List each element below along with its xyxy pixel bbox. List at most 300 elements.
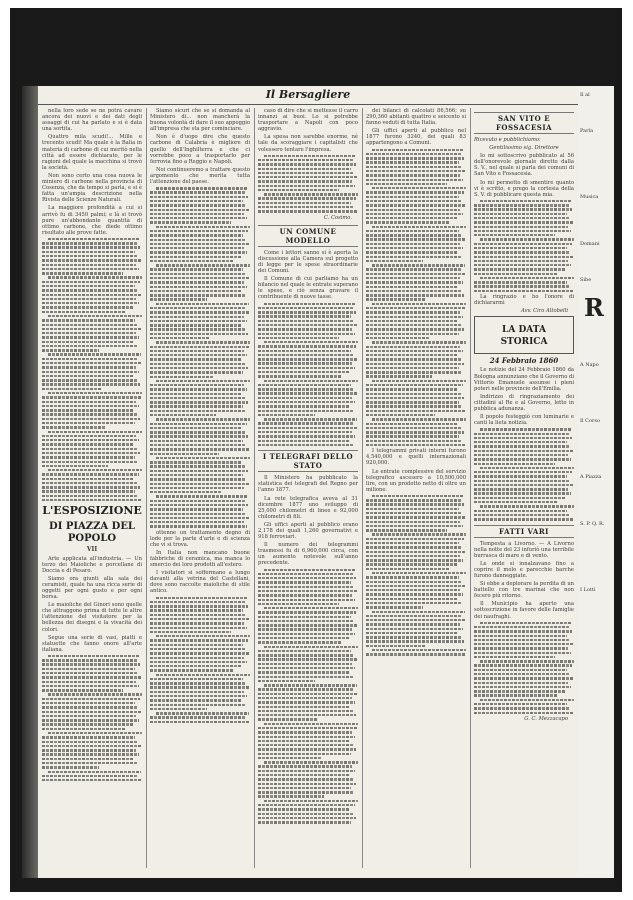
text-line: [258, 176, 357, 178]
text-line: [42, 268, 139, 270]
paragraph: Il numero dei telegrammi trasmessi fu di 6,960,000 circa, con un aumento notevole sull'anno precedente.: [258, 542, 358, 567]
text-line: [258, 727, 357, 729]
text-line: [258, 744, 353, 746]
text-line: [150, 393, 242, 395]
text-line: [42, 345, 137, 347]
text-line: [42, 490, 135, 492]
text-line: [366, 311, 460, 313]
text-line: [264, 569, 356, 571]
text-line: [474, 686, 571, 688]
text-line: [42, 478, 134, 480]
text-line: [156, 418, 250, 420]
text-line: [366, 529, 447, 531]
text-line: [150, 470, 248, 472]
text-line: [480, 505, 574, 507]
text-line: [42, 251, 135, 253]
text-line: [480, 238, 574, 240]
paragraph: Quattro mila scudi!... Mille e trecento scudi! Ma quale è la Balia in materia di carbone di cui meritò nella città ad essere dichiarato, per le ragioni del quale la macchina si trovò la società.: [42, 134, 142, 171]
text-line: [366, 405, 462, 407]
text-line: [42, 341, 134, 343]
text-line: [42, 332, 136, 334]
text-line: [150, 324, 242, 326]
text-line: [48, 238, 140, 240]
text-line: [150, 388, 247, 390]
section-title-fatti-vari: FATTI VARI: [474, 525, 574, 538]
text-line: [258, 397, 352, 399]
text-line: [480, 428, 572, 430]
text-line: [150, 251, 247, 253]
history-date: 24 Febbraio 1860: [489, 356, 559, 366]
text-line: [474, 247, 567, 249]
text-line: [366, 277, 460, 279]
text-line: [42, 668, 135, 670]
paragraph: Siamo sicuri che se si domanda al Ministero di... non mancherà la buona volontà di dare il suo appoggio all'impresa che sta per cominciare.: [150, 108, 250, 133]
text-line: [474, 514, 570, 516]
text-line: [474, 694, 558, 696]
text-line: [42, 448, 137, 450]
text-line: [42, 371, 139, 373]
text-line: [366, 247, 463, 249]
column-1: [42, 108, 142, 868]
paragraph: Il Ministero ha pubblicato la statistica dei telegrafi del Regno per l'anno 1877.: [258, 475, 358, 494]
text-line: [258, 663, 352, 665]
text-line: [150, 371, 243, 373]
text-line: [48, 732, 142, 734]
text-line: [150, 622, 244, 624]
text-line: [366, 538, 464, 540]
strip-big-letter: R: [584, 293, 604, 323]
text-line: [366, 628, 463, 630]
text-line: [258, 813, 353, 815]
text-line: [258, 197, 356, 199]
text-line: [258, 757, 321, 759]
text-line: [366, 499, 461, 501]
text-line: [42, 495, 138, 497]
text-line: [474, 652, 571, 654]
text-line: [258, 590, 357, 592]
paragraph: Non è d'uopo dire che questo carbone di Calabria è migliore di quello dell'Inghilterra e che ci vorrebbe poco a trasportarlo per ferrovia fino a Reggio e Napoli.: [150, 134, 250, 165]
section-title-telegrafi: I TELEGRAFI DELLO STATO: [258, 450, 358, 472]
text-line: [42, 255, 138, 257]
text-line: [258, 765, 352, 767]
text-line: [150, 239, 246, 241]
text-line: [366, 307, 465, 309]
text-line: [258, 718, 318, 720]
text-filler: [474, 428, 574, 520]
paragraph: La rete telegrafica aveva al 31 dicembre 1877 uno sviluppo di 25,000 chilometri di linee e 92,000 chilometri di fili.: [258, 495, 358, 520]
text-line: [264, 380, 358, 382]
text-line: [42, 775, 138, 777]
strip-fragment: Musica: [580, 194, 599, 201]
text-line: [156, 495, 248, 497]
text-line: [42, 388, 102, 390]
text-line: [474, 234, 555, 236]
text-line: [150, 704, 245, 706]
text-line: [150, 281, 244, 283]
text-line: [366, 512, 462, 514]
text-line: [42, 328, 141, 330]
strip-fragment: Il al: [580, 92, 590, 98]
text-line: [480, 277, 574, 279]
text-line: [366, 196, 459, 198]
text-line: [42, 659, 137, 661]
text-line: [150, 669, 234, 671]
text-line: [258, 422, 354, 424]
text-line: [150, 601, 245, 603]
text-line: [258, 375, 342, 377]
text-line: [474, 217, 570, 219]
text-line: [42, 723, 134, 725]
paragraph: Segue una serie di vasi, piatti e statuette che fanno onore all'arte italiana.: [42, 634, 142, 653]
text-line: [150, 209, 249, 211]
paragraph: Come i lettori sanno si è aperta la discussione alla Camera sul progetto di legge per le spese straordinarie dei Comuni.: [258, 249, 358, 275]
text-filler: [258, 303, 358, 447]
column-rule: [254, 108, 255, 868]
paragraph: nella loro sede se ne potrà cavare ancora dei nuovi e dei dati degli assaggi di cui ha parlato e si è data una sortita.: [42, 108, 142, 133]
text-line: [150, 217, 247, 219]
text-line: [42, 486, 140, 488]
text-line: [366, 632, 458, 634]
text-line: [156, 674, 250, 676]
paragraph: Tempesta a Livorno. — A Livorno nella notte del 23 infuriò una terribile burrasca di mare e di vento.: [474, 540, 574, 559]
text-line: [258, 320, 354, 322]
text-line: [42, 413, 137, 415]
text-line: [366, 200, 462, 202]
text-line: [150, 354, 247, 356]
text-line: [474, 463, 555, 465]
text-line: [42, 375, 134, 377]
page-gutter-shadow: [22, 86, 38, 878]
text-line: [150, 708, 207, 710]
text-line: [372, 303, 466, 305]
text-line: [258, 736, 355, 738]
text-line: [366, 516, 465, 518]
text-line: [258, 658, 357, 660]
text-line: [366, 375, 432, 377]
text-line: [366, 397, 464, 399]
text-line: [258, 172, 354, 174]
text-line: [258, 641, 342, 643]
text-line: [474, 492, 571, 494]
exposition-subtitle: DI PIAZZA DEL POPOLO: [49, 521, 135, 545]
text-line: [366, 358, 461, 360]
text-line: [366, 213, 463, 215]
text-line: [42, 689, 123, 691]
text-line: [474, 208, 572, 210]
text-line: [258, 210, 357, 212]
text-line: [150, 405, 243, 407]
paragraph: Io mi permetto di smentire quanto vi è scritto, e prego la cortesia della S. V. di pubblicare questa mia.: [474, 179, 574, 198]
text-line: [474, 471, 572, 473]
text-line: [42, 452, 140, 454]
text-line: [366, 619, 465, 621]
text-line: [150, 431, 245, 433]
text-line: [366, 521, 460, 523]
text-line: [366, 238, 465, 240]
text-line: [366, 286, 458, 288]
text-filler: [150, 187, 250, 528]
text-line: [42, 779, 141, 781]
text-line: [42, 672, 138, 674]
text-line: [474, 673, 570, 675]
text-line: [474, 484, 573, 486]
text-line: [150, 461, 242, 463]
text-line: [372, 380, 466, 382]
text-line: [366, 204, 465, 206]
text-line: [258, 697, 352, 699]
text-line: [258, 362, 352, 364]
text-line: [366, 320, 458, 322]
text-line: [150, 191, 245, 193]
text-line: [42, 473, 139, 475]
text-line: [42, 362, 141, 364]
text-line: [366, 166, 462, 168]
text-line: [366, 230, 459, 232]
text-line: [150, 453, 219, 455]
text-line: [150, 682, 246, 684]
text-line: [150, 644, 243, 646]
text-line: [150, 504, 248, 506]
text-filler: [42, 238, 142, 502]
text-line: [150, 307, 246, 309]
text-line: [366, 414, 435, 416]
text-line: [150, 196, 248, 198]
text-line: [474, 712, 573, 714]
text-line: [258, 676, 353, 678]
text-line: [366, 333, 459, 335]
text-line: [474, 243, 572, 245]
text-line: [480, 467, 574, 469]
column-3: [258, 108, 358, 868]
text-line: [264, 303, 356, 305]
paragraph: Siamo ora giunti alla sala dei ceramisti, quale ha una ricca serie di oggetti per ogni gusto e per ogni borsa.: [42, 575, 142, 601]
text-line: [366, 170, 465, 172]
text-line: [366, 153, 461, 155]
text-line: [264, 418, 357, 420]
text-line: [258, 577, 356, 579]
text-line: [42, 676, 141, 678]
text-line: [156, 380, 250, 382]
text-line: [258, 405, 350, 407]
text-line: [42, 766, 99, 768]
text-line: [474, 450, 573, 452]
text-line: [150, 350, 244, 352]
text-line: [474, 682, 568, 684]
text-line: [474, 626, 569, 628]
text-line: [474, 256, 573, 258]
text-line: [366, 581, 462, 583]
text-line: [150, 661, 247, 663]
paragraph: Si ebbe a deplorare la perdita di un battello con tre marinai che non fecero più ritorno.: [474, 581, 574, 600]
text-line: [474, 433, 569, 435]
text-line: [156, 457, 250, 459]
text-line: [474, 656, 555, 658]
text-line: [366, 256, 461, 258]
text-line: [156, 226, 250, 228]
text-line: [264, 155, 356, 157]
text-line: [42, 461, 138, 463]
text-line: [42, 242, 137, 244]
text-line: [150, 247, 244, 249]
text-line: [474, 690, 566, 692]
text-line: [366, 423, 458, 425]
paragraph: dei bilanci di calcolati 86,566; su 290,360 abitanti quattro e seicento si fanno veduti di tutta Italia.: [366, 108, 466, 127]
text-line: [42, 728, 126, 730]
paragraph: Ricevuto e pubblichiamo:: [474, 137, 541, 143]
text-line: [258, 324, 357, 326]
text-line: [42, 715, 136, 717]
strip-fragment: S. P. Q. R.: [580, 520, 605, 527]
text-line: [42, 499, 141, 501]
paragraph: Le entrate complessive del servizio telegrafico ascesero a 10,500,000 lire, con un prodotto netto di oltre un milione.: [366, 468, 466, 493]
text-line: [258, 367, 355, 369]
text-line: [366, 615, 462, 617]
text-line: [42, 383, 140, 385]
text-line: [42, 366, 136, 368]
text-line: [258, 159, 353, 161]
text-line: [480, 699, 574, 701]
text-line: [42, 319, 135, 321]
text-line: [150, 508, 243, 510]
text-line: [474, 488, 568, 490]
text-line: [474, 475, 567, 477]
text-line: [42, 281, 140, 283]
text-line: [372, 418, 466, 420]
text-line: [474, 230, 571, 232]
newspaper-page: [38, 86, 578, 878]
column-5: [474, 108, 574, 868]
text-line: [480, 200, 572, 202]
text-line: [258, 770, 355, 772]
text-line: [474, 677, 573, 679]
paragraph: Io mi sottoscrivo pubblicato al 56 dell'onorevole giornale diretto dalla S. V., nel quale si parla dei comuni di San Vito e Fossacesia.: [474, 153, 574, 178]
text-line: [372, 649, 466, 651]
text-line: [42, 405, 139, 407]
article-signature: G. C. Mezzacapo: [524, 715, 568, 722]
text-line: [474, 639, 570, 641]
text-line: [366, 546, 462, 548]
text-line: [42, 358, 138, 360]
text-line: [156, 303, 249, 305]
paragraph: Gentilissimo sig. Direttore: [489, 145, 559, 152]
text-line: [474, 260, 568, 262]
text-line: [150, 384, 244, 386]
text-line: [366, 388, 458, 390]
text-line: [150, 665, 242, 667]
text-line: [366, 645, 426, 647]
text-line: [150, 631, 231, 633]
text-line: [150, 648, 246, 650]
history-box: [474, 316, 574, 354]
text-line: [42, 711, 141, 713]
text-line: [258, 603, 339, 605]
text-line: [258, 650, 351, 652]
text-line: [258, 688, 354, 690]
text-line: [150, 213, 244, 215]
text-line: [258, 189, 339, 191]
text-filler: [366, 495, 466, 656]
text-line: [150, 294, 245, 296]
paragraph: Gli uffici aperti al pubblico erano 2,178 dei quali 1,260 governativi e 918 ferroviari.: [258, 521, 358, 541]
text-line: [474, 268, 566, 270]
text-line: [150, 513, 246, 515]
text-line: [150, 256, 242, 258]
text-line: [150, 657, 244, 659]
text-line: [258, 701, 355, 703]
text-line: [258, 358, 357, 360]
paragraph: Il popolo festeggiò con luminarie e canti la lieta notizia.: [474, 414, 574, 427]
text-line: [150, 423, 247, 425]
text-line: [366, 542, 459, 544]
text-line: [366, 623, 460, 625]
paragraph: caso di dire che si mettesse il carro innanzi ai buoi. Lo si potrebbe trasportare a Napoli con poco aggravio.: [258, 108, 358, 133]
text-line: [264, 193, 358, 195]
text-filler: [258, 155, 358, 213]
text-line: [480, 622, 572, 624]
text-line: [150, 686, 249, 688]
text-line: [42, 324, 138, 326]
text-line: [474, 458, 571, 460]
text-line: [258, 808, 350, 810]
column-rule: [470, 108, 471, 868]
text-line: [366, 346, 460, 348]
text-line: [150, 333, 248, 335]
text-line: [150, 367, 248, 369]
text-line: [474, 630, 572, 632]
text-line: [474, 510, 567, 512]
text-line: [264, 341, 358, 343]
text-line: [258, 817, 356, 819]
text-line: [258, 180, 352, 182]
history-title: LA DATA STORICA: [500, 325, 548, 348]
text-line: [48, 771, 141, 773]
text-line: [258, 787, 351, 789]
text-line: [474, 643, 573, 645]
text-line: [42, 685, 139, 687]
text-line: [366, 179, 463, 181]
text-filler: [258, 569, 358, 824]
text-line: [372, 149, 464, 151]
text-line: [264, 607, 358, 609]
text-line: [42, 294, 141, 296]
text-line: [42, 264, 136, 266]
text-line: [264, 800, 358, 802]
strip-fragment: A Piazza: [580, 474, 602, 481]
text-line: [474, 445, 570, 447]
text-line: [150, 273, 246, 275]
text-line: [366, 576, 459, 578]
text-line: [150, 678, 243, 680]
text-line: [42, 681, 136, 683]
text-line: [258, 444, 353, 446]
text-line: [42, 336, 139, 338]
text-line: [366, 589, 460, 591]
text-line: [150, 414, 216, 416]
text-line: [150, 311, 249, 313]
paragraph: Le maioliche del Ginori sono quelle che attraggono prima di tutte le altre l'attenzione del visitatore per la bellezza dei disegni e la vivacità dei colori.: [42, 602, 142, 633]
paragraph: Le onde si innalzavano fino a coprire il molo e parecchie barche furono danneggiate.: [474, 560, 574, 580]
text-line: [42, 706, 138, 708]
text-line: [42, 758, 134, 760]
text-line: [258, 350, 351, 352]
paragraph: Indirizzo di ringraziamento dei cittadini al Re e al Governo, letto in pubblica adunanza.: [474, 393, 574, 412]
text-line: [156, 187, 248, 189]
text-line: [150, 435, 248, 437]
paragraph: ottenne un trattamento degno di lode per la parte d'arte e di scienza che vi si trova.: [150, 529, 250, 548]
text-line: [474, 264, 571, 266]
text-line: [258, 410, 353, 412]
text-line: [366, 593, 463, 595]
